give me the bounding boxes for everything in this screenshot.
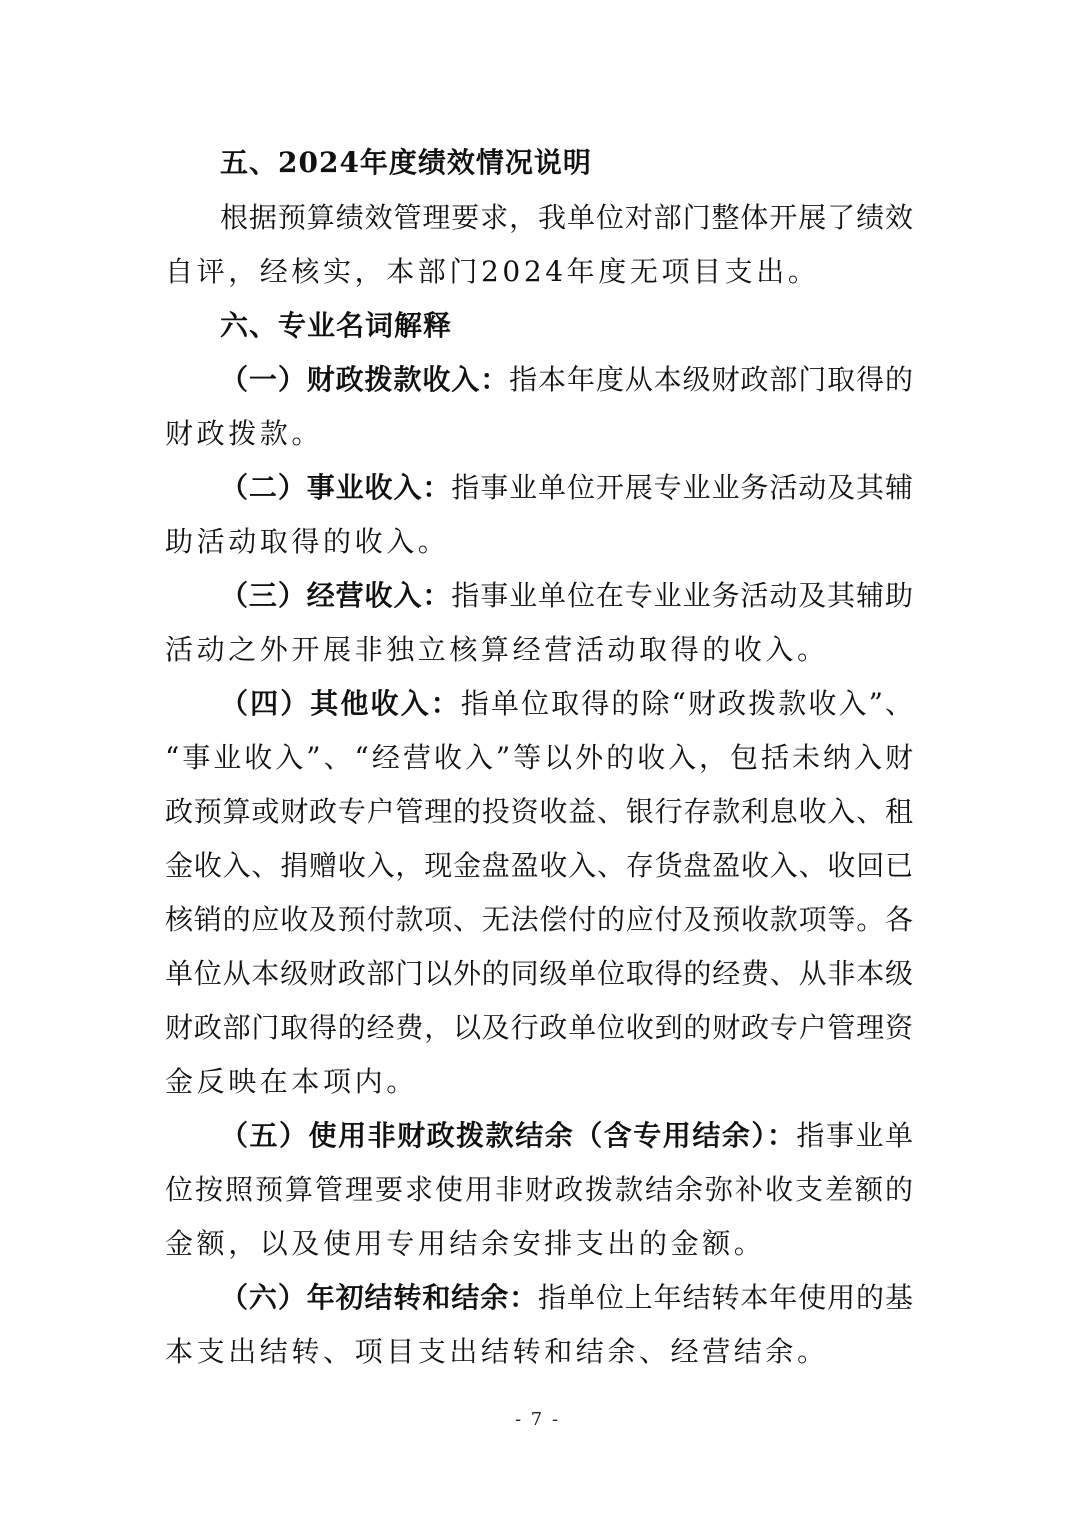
term-label: （三）经营收入： xyxy=(220,579,452,612)
page-number: - 7 - xyxy=(514,1409,561,1430)
term-line xyxy=(220,468,913,508)
paragraph-line: 政预算或财政专户管理的投资收益、银行存款利息收入、租 xyxy=(165,795,913,828)
paragraph-line: 财政拨款。 xyxy=(165,417,324,450)
term-label: （四）其他收入： xyxy=(220,687,461,720)
term-line xyxy=(220,576,913,616)
term-definition: 指单位取得的除“财政拨款收入”、 xyxy=(460,687,913,720)
term-definition: 指本年度从本级财政部门取得的 xyxy=(509,363,913,396)
paragraph-line: 金反映在本项内。 xyxy=(165,1065,418,1098)
term-line xyxy=(220,1116,913,1156)
paragraph-line: 金额，以及使用专用结余安排支出的金额。 xyxy=(165,1227,766,1260)
term-definition: 指单位上年结转本年使用的基 xyxy=(538,1281,913,1314)
term-definition: 指事业单位开展专业业务活动及其辅 xyxy=(451,471,913,504)
term-label: （五）使用非财政拨款结余（含专用结余）： xyxy=(220,1119,797,1152)
paragraph-line: 活动之外开展非独立核算经营活动取得的收入。 xyxy=(165,633,829,666)
paragraph-line: 本支出结转、项目支出结转和结余、经营结余。 xyxy=(165,1335,829,1368)
term-definition: 指事业单位在专业业务活动及其辅助 xyxy=(451,579,913,612)
paragraph-line: 财政部门取得的经费，以及行政单位收到的财政专户管理资 xyxy=(165,1011,913,1044)
term-label: （一）财政拨款收入： xyxy=(220,363,510,396)
paragraph-line: 助活动取得的收入。 xyxy=(165,525,450,558)
paragraph-line: 根据预算绩效管理要求，我单位对部门整体开展了绩效 xyxy=(220,201,913,234)
paragraph-line: 单位从本级财政部门以外的同级单位取得的经费、从非本级 xyxy=(165,957,913,990)
paragraph-line: 自评，经核实，本部门2024年度无项目支出。 xyxy=(165,255,820,288)
term-line xyxy=(220,1278,913,1318)
term-definition: 指事业单 xyxy=(796,1119,913,1152)
paragraph-line: 位按照预算管理要求使用非财政拨款结余弥补收支差额的 xyxy=(165,1173,913,1206)
section6-heading: 六、专业名词解释 xyxy=(220,309,453,342)
term-line xyxy=(220,684,913,724)
term-label: （六）年初结转和结余： xyxy=(220,1281,539,1314)
section5-heading: 五、2024年度绩效情况说明 xyxy=(220,146,592,179)
paragraph-line: 核销的应收及预付款项、无法偿付的应付及预收款项等。各 xyxy=(165,903,913,936)
term-label: （二）事业收入： xyxy=(220,471,452,504)
paragraph-line: 金收入、捐赠收入，现金盘盈收入、存货盘盈收入、收回已 xyxy=(165,849,913,882)
term-line xyxy=(220,360,913,400)
paragraph-line: “事业收入”、“经营收入”等以外的收入，包括未纳入财 xyxy=(165,741,913,774)
